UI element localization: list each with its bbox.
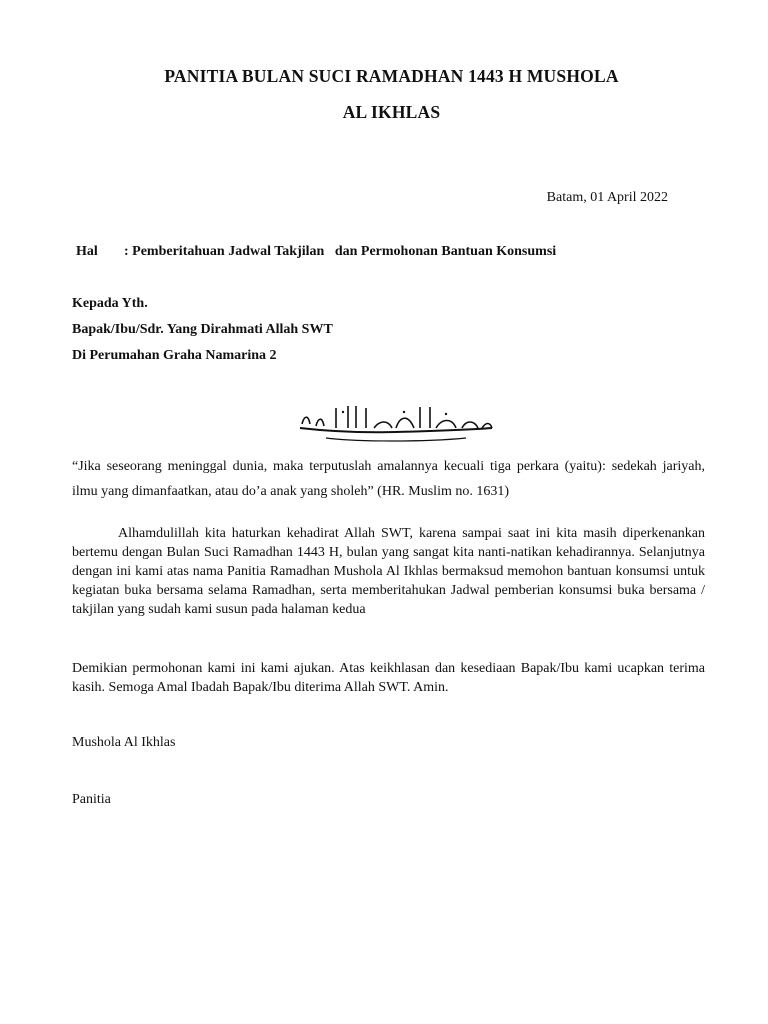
- body-paragraph-1: Alhamdulillah kita haturkan kehadirat Allah SWT, karena sampai saat ini kita masih diperkenankan bertemu dengan Bulan Suci Ramadhan 1443 H, bulan yang sangat kita nanti-natikan kehadirannya. Selanjutnya dengan ini kami atas nama Panitia Ramadhan Mushola Al Ikhlas bermaksud memohon bantuan konsumsi untuk kegiatan buka bersama selama Ramadhan, serta memberitahukan Jadwal pemberian konsumsi buka bersama / takjilan yang sudah kami susun pada halaman kedua: [72, 526, 705, 617]
- letter-title-line1: PANITIA BULAN SUCI RAMADHAN 1443 H MUSHOLA: [164, 66, 619, 86]
- hadith-quote: [72, 454, 705, 504]
- signature-role: Panitia: [72, 792, 111, 807]
- subject-line: [76, 244, 556, 260]
- body-paragraph-2: Demikian permohonan kami ini kami ajukan. Atas keikhlasan dan kesediaan Bapak/Ibu kami ucapkan terima kasih. Semoga Amal Ibadah Bapak/Ibu diterima Allah SWT. Amin.: [72, 661, 705, 695]
- signature-org: Mushola Al Ikhlas: [72, 735, 176, 750]
- subject-label: Hal: [76, 244, 98, 259]
- recipient-line2: Bapak/Ibu/Sdr. Yang Dirahmati Allah SWT: [72, 322, 333, 337]
- bismillah-calligraphy: [296, 398, 496, 444]
- subject-text: : Pemberitahuan Jadwal Takjilan dan Permohonan Bantuan Konsumsi: [124, 244, 557, 259]
- letter-title-line2: AL IKHLAS: [342, 102, 441, 122]
- hadith-reference: (HR. Muslim no. 1631): [377, 484, 510, 499]
- letter-date: Batam, 01 April 2022: [546, 190, 668, 205]
- recipient-line3: Di Perumahan Graha Namarina 2: [72, 348, 277, 363]
- hadith-text: “Jika seseorang meninggal dunia, maka terputuslah amalannya kecuali tiga perkara (yaitu): sedekah jariyah, ilmu yang dimanfaatkan, atau do’a anak yang sholeh”: [72, 459, 705, 499]
- recipient-line1: Kepada Yth.: [72, 296, 148, 311]
